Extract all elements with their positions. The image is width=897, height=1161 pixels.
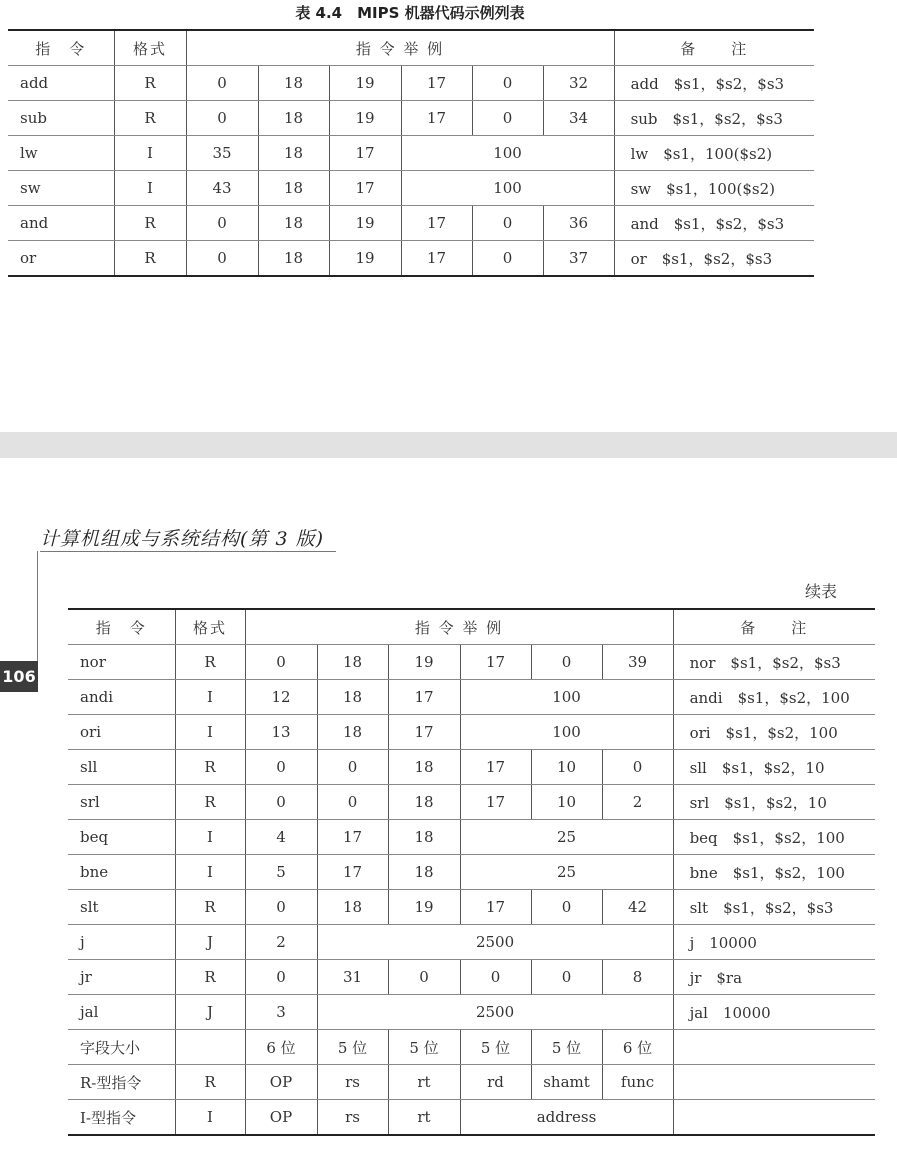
field-3: 18: [388, 820, 460, 855]
field-2: 18: [258, 171, 329, 206]
header-instr: 指 令: [8, 30, 114, 66]
table-row: [68, 785, 875, 820]
field-6: 42: [602, 890, 673, 925]
field-3: 19: [388, 645, 460, 680]
field-2: 31: [317, 960, 388, 995]
header-example: 指 令 举 例: [245, 609, 673, 645]
i-field-rs: rs: [317, 1100, 388, 1136]
r-type-row: [68, 1065, 875, 1100]
field-2: 18: [317, 680, 388, 715]
instr-note: lw $s1，100($s2): [614, 136, 814, 171]
size-1: 6 位: [245, 1030, 317, 1065]
i-type-format: I: [175, 1100, 245, 1136]
table-row: [68, 995, 875, 1030]
field-2: 18: [258, 206, 329, 241]
field-1: 0: [186, 101, 258, 136]
instr-name: bne: [68, 855, 175, 890]
field-3: 19: [329, 66, 401, 101]
instr-note: and $s1，$s2，$s3: [614, 206, 814, 241]
header-vertical-rule: [37, 551, 38, 661]
field-1: 0: [245, 890, 317, 925]
instr-format: I: [175, 715, 245, 750]
r-field-shamt: shamt: [531, 1065, 602, 1100]
field-2: 18: [258, 136, 329, 171]
field-1: 13: [245, 715, 317, 750]
instr-note: sub $s1，$s2，$s3: [614, 101, 814, 136]
table-row: [68, 750, 875, 785]
table-header-row: [8, 30, 814, 66]
field-2: 0: [317, 750, 388, 785]
instr-format: R: [175, 960, 245, 995]
field-2: 0: [317, 785, 388, 820]
field-3: 0: [388, 960, 460, 995]
field-1: 0: [245, 750, 317, 785]
r-type-label: R-型指令: [68, 1065, 175, 1100]
instr-note: [673, 1030, 875, 1065]
field-1: 3: [245, 995, 317, 1030]
table-row: [68, 890, 875, 925]
header-rule: [40, 551, 336, 552]
instr-note: srl $s1，$s2，10: [673, 785, 875, 820]
size-4: 5 位: [460, 1030, 531, 1065]
instr-note: jal 10000: [673, 995, 875, 1030]
field-1: 0: [245, 960, 317, 995]
table-row: [68, 645, 875, 680]
instr-name: srl: [68, 785, 175, 820]
field-1: 0: [186, 66, 258, 101]
field-5: 10: [531, 750, 602, 785]
field-4: 17: [460, 645, 531, 680]
r-field-rd: rd: [460, 1065, 531, 1100]
instr-name: add: [8, 66, 114, 101]
instr-format: R: [114, 206, 186, 241]
instr-name: jr: [68, 960, 175, 995]
instr-format: R: [175, 645, 245, 680]
instr-format: I: [175, 820, 245, 855]
table-row: [68, 960, 875, 995]
page-gap: [0, 432, 897, 458]
instr-format: R: [175, 890, 245, 925]
running-header: 计算机组成与系统结构(第 3 版): [40, 528, 324, 550]
header-note: 备 注: [614, 30, 814, 66]
instr-name: lw: [8, 136, 114, 171]
address-field: 2500: [317, 925, 673, 960]
table-title: 表 4.4 MIPS 机器代码示例列表: [295, 4, 525, 22]
page-top: [0, 0, 897, 432]
field-5: 10: [531, 785, 602, 820]
header-example: 指 令 举 例: [186, 30, 614, 66]
field-3: 18: [388, 855, 460, 890]
instr-name: or: [8, 241, 114, 277]
instr-name: slt: [68, 890, 175, 925]
size-2: 5 位: [317, 1030, 388, 1065]
field-6: 37: [543, 241, 614, 277]
instr-note: [673, 1100, 875, 1136]
i-field-op: OP: [245, 1100, 317, 1136]
field-4: 0: [460, 960, 531, 995]
field-5: 0: [531, 890, 602, 925]
field-6: 0: [602, 750, 673, 785]
instr-format: J: [175, 925, 245, 960]
field-3: 19: [329, 241, 401, 277]
instr-format: I: [175, 855, 245, 890]
field-2: 18: [258, 241, 329, 277]
field-5: 0: [472, 241, 543, 277]
size-3: 5 位: [388, 1030, 460, 1065]
instr-format: R: [114, 101, 186, 136]
instr-note: jr $ra: [673, 960, 875, 995]
field-5: 0: [531, 960, 602, 995]
mips-code-table-continued: [68, 608, 875, 1136]
field-6: 2: [602, 785, 673, 820]
field-6: 36: [543, 206, 614, 241]
instr-note: ori $s1，$s2，100: [673, 715, 875, 750]
i-type-row: [68, 1100, 875, 1136]
size-5: 5 位: [531, 1030, 602, 1065]
field-3: 19: [329, 101, 401, 136]
instr-format: I: [114, 171, 186, 206]
instr-note: beq $s1，$s2，100: [673, 820, 875, 855]
header-format: 格式: [175, 609, 245, 645]
r-field-func: func: [602, 1065, 673, 1100]
header-format: 格式: [114, 30, 186, 66]
immediate-field: 100: [460, 680, 673, 715]
instr-name: jal: [68, 995, 175, 1030]
immediate-field: 25: [460, 820, 673, 855]
field-3: 17: [388, 680, 460, 715]
instr-note: sw $s1，100($s2): [614, 171, 814, 206]
field-size-label: 字段大小: [68, 1030, 175, 1065]
i-type-label: I-型指令: [68, 1100, 175, 1136]
size-6: 6 位: [602, 1030, 673, 1065]
instr-note: sll $s1，$s2，10: [673, 750, 875, 785]
field-4: 17: [401, 66, 472, 101]
field-1: 35: [186, 136, 258, 171]
field-1: 0: [245, 785, 317, 820]
table-header-row: [68, 609, 875, 645]
r-type-format: R: [175, 1065, 245, 1100]
field-5: 0: [472, 101, 543, 136]
page-bottom: [0, 458, 897, 1161]
field-1: 2: [245, 925, 317, 960]
table-row: [8, 136, 814, 171]
instr-name: and: [8, 206, 114, 241]
table-row: [8, 101, 814, 136]
field-4: 17: [460, 890, 531, 925]
instr-name: sub: [8, 101, 114, 136]
field-6: 8: [602, 960, 673, 995]
table-row: [68, 820, 875, 855]
field-1: 0: [186, 206, 258, 241]
instr-format: J: [175, 995, 245, 1030]
table-row: [8, 241, 814, 277]
r-field-rs: rs: [317, 1065, 388, 1100]
field-3: 19: [388, 890, 460, 925]
address-field: 2500: [317, 995, 673, 1030]
field-3: 19: [329, 206, 401, 241]
field-6: 32: [543, 66, 614, 101]
table-row: [68, 715, 875, 750]
instr-note: bne $s1，$s2，100: [673, 855, 875, 890]
field-1: 4: [245, 820, 317, 855]
field-6: 39: [602, 645, 673, 680]
instr-note: add $s1，$s2，$s3: [614, 66, 814, 101]
instr-name: sw: [8, 171, 114, 206]
instr-format: R: [175, 785, 245, 820]
table-row: [68, 680, 875, 715]
instr-format: R: [114, 66, 186, 101]
instr-name: andi: [68, 680, 175, 715]
field-size-row: [68, 1030, 875, 1065]
page-number: 106: [0, 661, 38, 692]
field-3: 18: [388, 785, 460, 820]
mips-code-table: [8, 29, 814, 277]
field-2: 17: [317, 855, 388, 890]
field-2: 18: [317, 645, 388, 680]
immediate-field: 100: [401, 136, 614, 171]
field-1: 0: [245, 645, 317, 680]
instr-note: slt $s1，$s2，$s3: [673, 890, 875, 925]
instr-note: j 10000: [673, 925, 875, 960]
instr-format: I: [114, 136, 186, 171]
field-size-format: [175, 1030, 245, 1065]
field-2: 17: [317, 820, 388, 855]
field-4: 17: [401, 206, 472, 241]
instr-name: ori: [68, 715, 175, 750]
field-4: 17: [401, 241, 472, 277]
field-1: 5: [245, 855, 317, 890]
instr-name: nor: [68, 645, 175, 680]
instr-note: or $s1，$s2，$s3: [614, 241, 814, 277]
field-4: 17: [460, 750, 531, 785]
field-2: 18: [317, 715, 388, 750]
header-note: 备 注: [673, 609, 875, 645]
instr-name: beq: [68, 820, 175, 855]
table-row: [68, 855, 875, 890]
field-5: 0: [472, 66, 543, 101]
field-2: 18: [258, 101, 329, 136]
header-instr: 指 令: [68, 609, 175, 645]
instr-name: sll: [68, 750, 175, 785]
field-6: 34: [543, 101, 614, 136]
instr-format: R: [114, 241, 186, 277]
immediate-field: 100: [460, 715, 673, 750]
field-3: 18: [388, 750, 460, 785]
instr-note: andi $s1，$s2，100: [673, 680, 875, 715]
field-1: 0: [186, 241, 258, 277]
table-row: [68, 925, 875, 960]
i-field-rt: rt: [388, 1100, 460, 1136]
field-2: 18: [258, 66, 329, 101]
instr-note: nor $s1，$s2，$s3: [673, 645, 875, 680]
field-2: 18: [317, 890, 388, 925]
field-1: 43: [186, 171, 258, 206]
immediate-field: 25: [460, 855, 673, 890]
table-row: [8, 206, 814, 241]
r-field-op: OP: [245, 1065, 317, 1100]
continued-label: 续表: [805, 582, 838, 601]
instr-format: R: [175, 750, 245, 785]
field-1: 12: [245, 680, 317, 715]
field-4: 17: [401, 101, 472, 136]
field-3: 17: [388, 715, 460, 750]
table-row: [8, 66, 814, 101]
r-field-rt: rt: [388, 1065, 460, 1100]
field-5: 0: [472, 206, 543, 241]
table-row: [8, 171, 814, 206]
immediate-field: 100: [401, 171, 614, 206]
field-3: 17: [329, 136, 401, 171]
field-3: 17: [329, 171, 401, 206]
field-5: 0: [531, 645, 602, 680]
instr-note: [673, 1065, 875, 1100]
instr-name: j: [68, 925, 175, 960]
field-4: 17: [460, 785, 531, 820]
i-field-address: address: [460, 1100, 673, 1136]
instr-format: I: [175, 680, 245, 715]
